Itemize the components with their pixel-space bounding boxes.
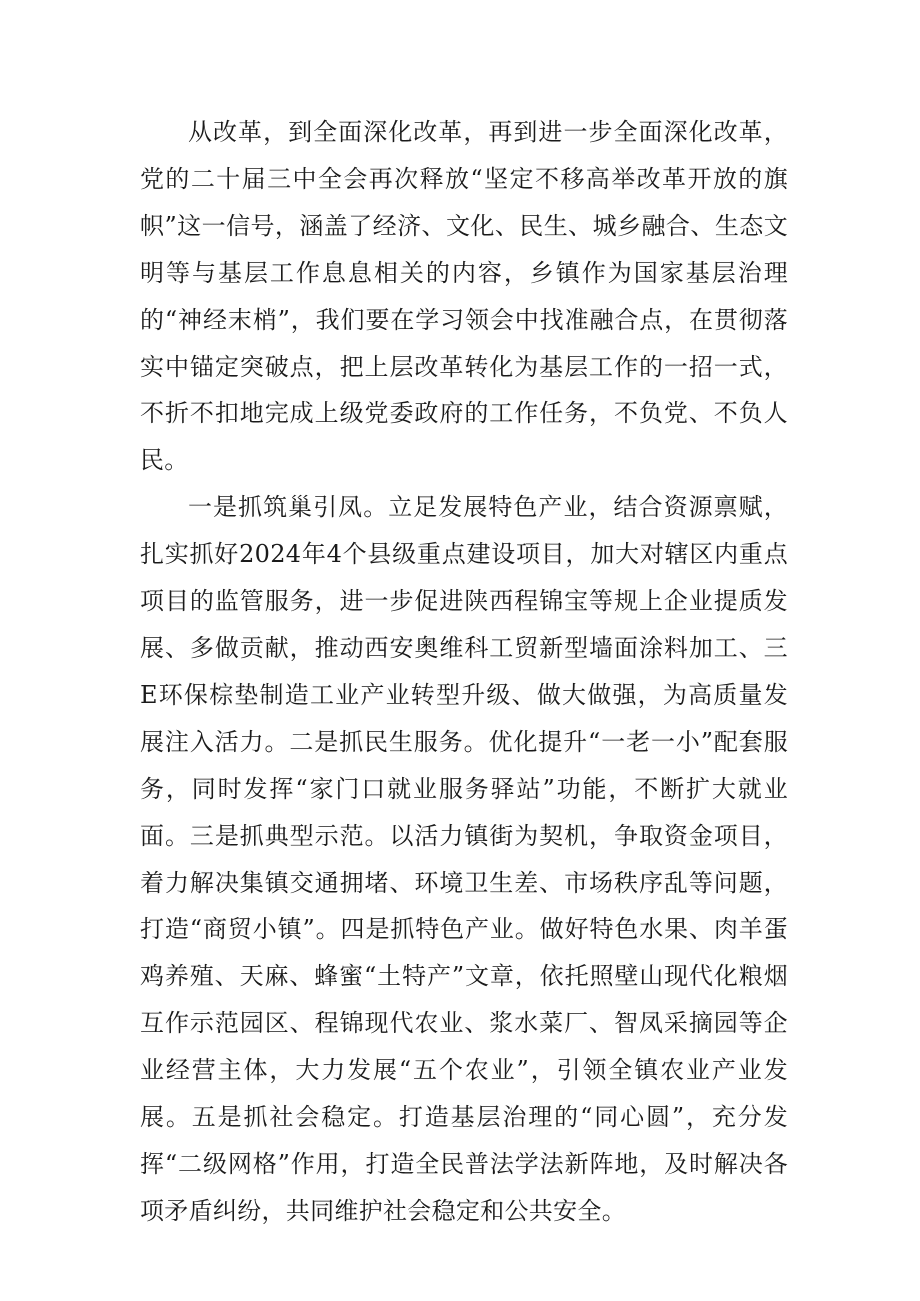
paragraph-measures: 一是抓筑巢引凤。立足发展特色产业，结合资源禀赋，扎实抓好2024年4个县级重点建设项目，加大对辖区内重点项目的监管服务，进一步促进陕西程锦宝等规上企业提质发展、多做贡献，推动西安奥维科工贸新型墙面涂料加工、三E环保棕垫制造工业产业转型升级、做大做强，为高质量发展注入活力。二是抓民生服务。优化提升“一老一小”配套服务，同时发挥“家门口就业服务驿站”功能，不断扩大就业面。三是抓典型示范。以活力镇街为契机，争取资金项目，着力解决集镇交通拥堵、环境卫生差、市场秩序乱等问题，打造“商贸小镇”。四是抓特色产业。做好特色水果、肉羊蛋鸡养殖、天麻、蜂蜜“土特产”文章，依托照壁山现代化粮烟互作示范园区、程锦现代农业、浆水菜厂、智凤采摘园等企业经营主体，大力发展“五个农业”，引领全镇农业产业发展。五是抓社会稳定。打造基层治理的“同心圆”，充分发挥“二级网格”作用，打造全民普法学法新阵地，及时解决各项矛盾纠纷，共同维护社会稳定和公共安全。 bbox=[140, 493, 788, 1225]
document-body bbox=[140, 109, 788, 1235]
paragraph-intro: 从改革，到全面深化改革，再到进一步全面深化改革，党的二十届三中全会再次释放“坚定不移高举改革开放的旗帜”这一信号，涵盖了经济、文化、民生、城乡融合、生态文明等与基层工作息息相关的内容，乡镇作为国家基层治理的“神经末梢”，我们要在学习领会中找准融合点，在贯彻落实中锚定突破点，把上层改革转化为基层工作的一招一式，不折不扣地完成上级党委政府的工作任务，不负党、不负人民。 bbox=[140, 118, 788, 475]
